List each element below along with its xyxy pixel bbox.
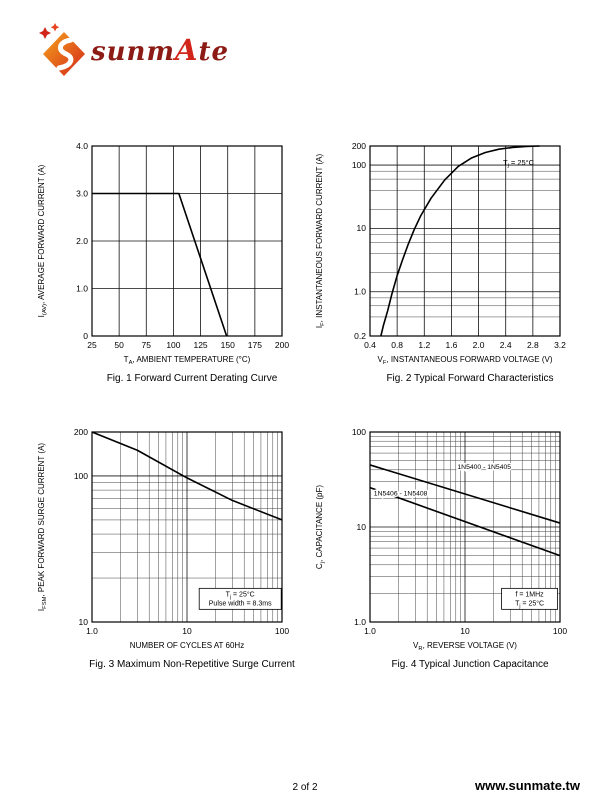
x-tick-label: 3.2 [554, 340, 566, 350]
fig2-chart [312, 132, 584, 372]
fig1-forward-current-derating [34, 132, 306, 384]
x-tick-label: 1.0 [86, 626, 98, 636]
series-forward-characteristic [381, 146, 540, 336]
y-tick-label: 10 [356, 521, 366, 532]
sparkle-icon [51, 23, 59, 31]
x-axis-label: NUMBER OF CYCLES AT 60Hz [129, 641, 245, 650]
brand-text-a: A [174, 32, 199, 67]
y-tick-label: 100 [351, 159, 366, 170]
annotation-text: f = 1MHz [515, 591, 544, 599]
y-tick-label: 2.0 [76, 235, 88, 246]
annotation-text: 1N5400 - 1N5405 [457, 464, 512, 472]
x-tick-label: 25 [87, 340, 97, 350]
x-tick-label: 2.4 [499, 340, 512, 350]
fig2-plot-svg [312, 132, 584, 372]
fig3-plot-svg [34, 418, 306, 658]
y-tick-label: 100 [351, 426, 366, 437]
brand-text-1: sunm [91, 36, 175, 67]
fig1-chart [34, 132, 306, 372]
sparkle-icon [39, 27, 51, 39]
fig4-chart [312, 418, 584, 658]
x-tick-label: 150 [220, 340, 235, 350]
y-tick-label: 0.2 [354, 330, 366, 341]
page-number: 2 of 2 [292, 782, 318, 793]
brand-text-2: te [198, 36, 230, 67]
annotation-text: 1N5406 - 1N5408 [373, 490, 428, 498]
y-tick-label: 200 [351, 140, 366, 151]
brand-logo [36, 22, 229, 78]
series-label-1n5406-1n5408 [374, 491, 428, 498]
fig2-caption: Fig. 2 Typical Forward Characteristics [386, 373, 554, 384]
y-axis-label: $I_{FSM}$, PEAK FORWARD SURGE CURRENT (A) [37, 442, 49, 612]
y-tick-label: 200 [73, 426, 88, 437]
x-axis-label: $T_A$, AMBIENT TEMPERATURE (°C) [123, 355, 251, 367]
plot-border [370, 146, 560, 336]
website-link[interactable]: www.sunmate.tw [475, 778, 580, 793]
x-tick-label: 0.4 [364, 340, 376, 350]
fig3-chart [34, 418, 306, 658]
x-tick-label: 125 [193, 340, 208, 350]
fig4-caption: Fig. 4 Typical Junction Capacitance [391, 659, 549, 670]
test-conditions-note [502, 588, 558, 609]
y-axis-label: $C_j$, CAPACITANCE (pF) [315, 484, 327, 570]
x-tick-label: 2.0 [472, 340, 485, 350]
y-tick-label: 1.0 [354, 286, 366, 297]
series-label-1n5400-1n5405 [457, 464, 511, 471]
y-tick-label: 3.0 [76, 188, 88, 199]
x-axis-label: $V_F$, INSTANTANEOUS FORWARD VOLTAGE (V) [377, 355, 553, 367]
annotation-text: $T_j = 25^\circ C$ [503, 158, 535, 170]
fig3-non-repetitive-surge-current [34, 418, 306, 670]
series-derating-curve [92, 194, 227, 337]
x-tick-label: 100 [274, 626, 290, 636]
fig2-typical-forward-characteristics [312, 132, 584, 384]
fig1-caption: Fig. 1 Forward Current Derating Curve [106, 373, 278, 384]
fig1-plot-svg [34, 132, 306, 372]
y-tick-label: 0 [83, 330, 88, 341]
x-tick-label: 100 [552, 626, 568, 636]
x-tick-label: 1.0 [364, 626, 376, 636]
fig4-plot-svg [312, 418, 584, 658]
y-axis-label: $I_{(AV)}$, AVERAGE FORWARD CURRENT (A) [37, 164, 49, 318]
y-tick-label: 1.0 [76, 283, 88, 294]
annotation-text: Pulse width = 8.3ms [208, 600, 272, 608]
sunmate-logo-icon [36, 22, 88, 78]
x-tick-label: 10 [182, 626, 192, 636]
x-tick-label: 100 [166, 340, 181, 350]
y-tick-label: 100 [73, 470, 88, 481]
annotation-text: $T_j = 25^\circ C$ [225, 591, 255, 601]
x-axis-label: $V_R$, REVERSE VOLTAGE (V) [413, 641, 517, 653]
y-tick-label: 10 [356, 223, 366, 234]
x-tick-label: 10 [460, 626, 470, 636]
y-tick-label: 10 [78, 616, 88, 627]
x-tick-label: 2.8 [526, 340, 539, 350]
x-tick-label: 50 [114, 340, 124, 350]
x-tick-label: 75 [141, 340, 152, 350]
tj-25c-label [503, 158, 535, 169]
x-tick-label: 1.2 [418, 340, 431, 350]
fig4-typical-junction-capacitance [312, 418, 584, 670]
fig3-caption: Fig. 3 Maximum Non-Repetitive Surge Current [89, 659, 295, 670]
y-tick-label: 4.0 [76, 140, 88, 151]
y-tick-label: 1.0 [354, 616, 366, 627]
x-tick-label: 1.6 [445, 340, 458, 350]
x-tick-label: 175 [247, 340, 262, 350]
annotation-text: $T_j = 25^\circ C$ [515, 600, 545, 610]
y-axis-label: $I_F$, INSTANTANEOUS FORWARD CURRENT (A) [315, 153, 327, 329]
x-tick-label: 0.8 [391, 340, 404, 350]
brand-name [91, 32, 230, 67]
test-conditions-note [199, 588, 281, 609]
x-tick-label: 200 [274, 340, 290, 350]
